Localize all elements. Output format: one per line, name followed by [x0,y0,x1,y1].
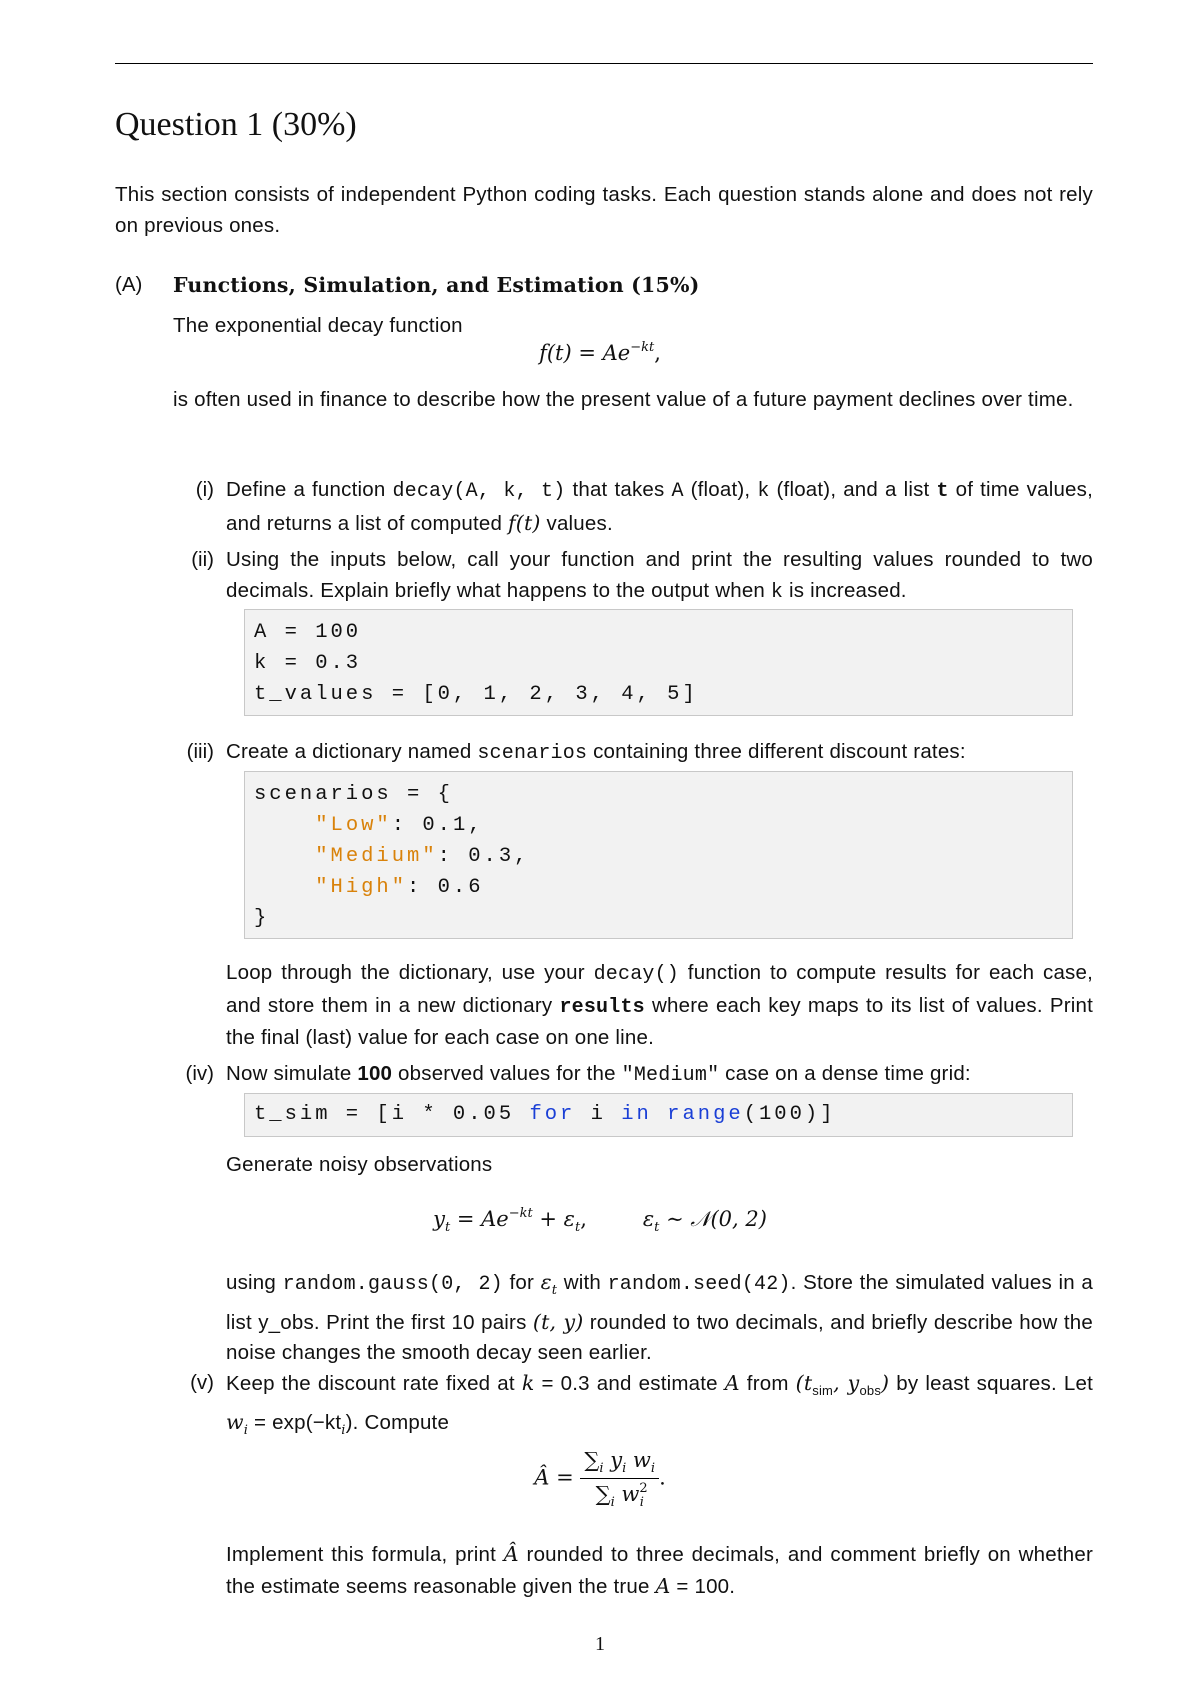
code-scenarios: scenarios [477,742,588,765]
decay-formula-tail: , [654,341,661,365]
code-block-scenarios [244,771,1073,939]
item-iv-text: Now simulate 100 observed values for the "Medium" case on a dense time grid: [226,1062,971,1087]
item-v-after-text: Implement this formula, print Â rounded to three decimals, and comment briefly on whether the estimate seems reasonable given the true A = 100. [226,1542,1093,1598]
code-line: "High": 0.6 [315,876,484,899]
item-v-label: (v) [190,1371,214,1394]
code-line: A = 100 [254,621,362,644]
code-line: t_values = [0, 1, 2, 3, 4, 5] [254,683,698,706]
page-number: 1 [595,1633,605,1655]
partA-heading: Functions, Simulation, and Estimation (15%) [173,273,700,297]
code-line: } [254,907,270,930]
item-ii-text: Using the inputs below, call your function and print the resulting values rounded to two decimals. Explain briefly what happens to the output when k is increased. [226,548,1093,604]
code-line: "Medium": 0.3, [315,845,530,868]
code-decay-signature: decay(A, k, t) [392,480,566,503]
code-block-tsim: t_sim = [i * 0.05 for i in range(100)] [244,1093,1073,1137]
partA-lead: The exponential decay function [173,314,463,337]
code-line: scenarios = { [254,783,453,806]
item-ii-label: (ii) [191,548,214,571]
item-i-text: Define a function decay(A, k, t) that takes A (float), k (float), and a list t of time values, and returns a list of computed f(t) values. [226,478,1094,535]
item-iv-using-text: using random.gauss(0, 2) for $\varepsilon_t$ with random.seed(42). Store the simulated values in a list y_obs. Print the first 10 pairs (t, y) rounded to two decimals, and briefly describe how the noise changes the smooth decay seen earlier. [226,1270,1093,1364]
intro-paragraph: This section consists of independent Python coding tasks. Each question stands alone and does not rely on previous ones. [115,183,1093,237]
estimator-formula: Â = $\frac{\sum_i y_i w_i}{\sum_i w^2_i}$ . [534,1448,666,1510]
item-iii-label: (iii) [186,740,214,763]
estimator-fraction [580,1448,659,1510]
code-line: "Low": 0.1, [315,814,484,837]
fraction-denominator: $\sum_i$ $w^2_i$ [595,1481,648,1510]
partA-label: (A) [115,273,143,296]
top-rule [115,63,1093,64]
code-line: k = 0.3 [254,652,362,675]
item-iv-label: (iv) [185,1062,214,1085]
decay-formula [0,340,1200,365]
page-title: Question 1 (30%) [115,106,357,143]
decay-formula-main: f(t) = Ae [539,341,631,365]
code-block-inputs [244,609,1073,716]
item-iv-after: Generate noisy observations [226,1153,493,1176]
partA-description: is often used in finance to describe how the present value of a future payment declines over time. [173,388,1074,411]
item-iii-after-text: Loop through the dictionary, use your decay() function to compute results for each case, and store them in a new dictionary results where each key maps to its list of values. Print the final (last) value for each case on one line. [226,961,1093,1049]
item-i-label: (i) [195,478,214,501]
fraction-numerator: $\sum_i$ $y_i$ $w_i$ [580,1448,659,1479]
item-v-text: Keep the discount rate fixed at k = 0.3 and estimate A from ($t_{sim}$, $y_{obs}$) by least squares. Let $w_i = \exp(-kt_i)$. Compute [226,1371,1094,1438]
noise-formula: $y_t = Ae^{-kt} + \varepsilon_t$, $\varepsilon_t$ ∼ 𝒩(0, 2) [433,1206,767,1235]
decay-formula-exp: −kt [630,340,655,355]
item-iii-text: Create a dictionary named scenarios containing three different discount rates: [226,740,966,765]
